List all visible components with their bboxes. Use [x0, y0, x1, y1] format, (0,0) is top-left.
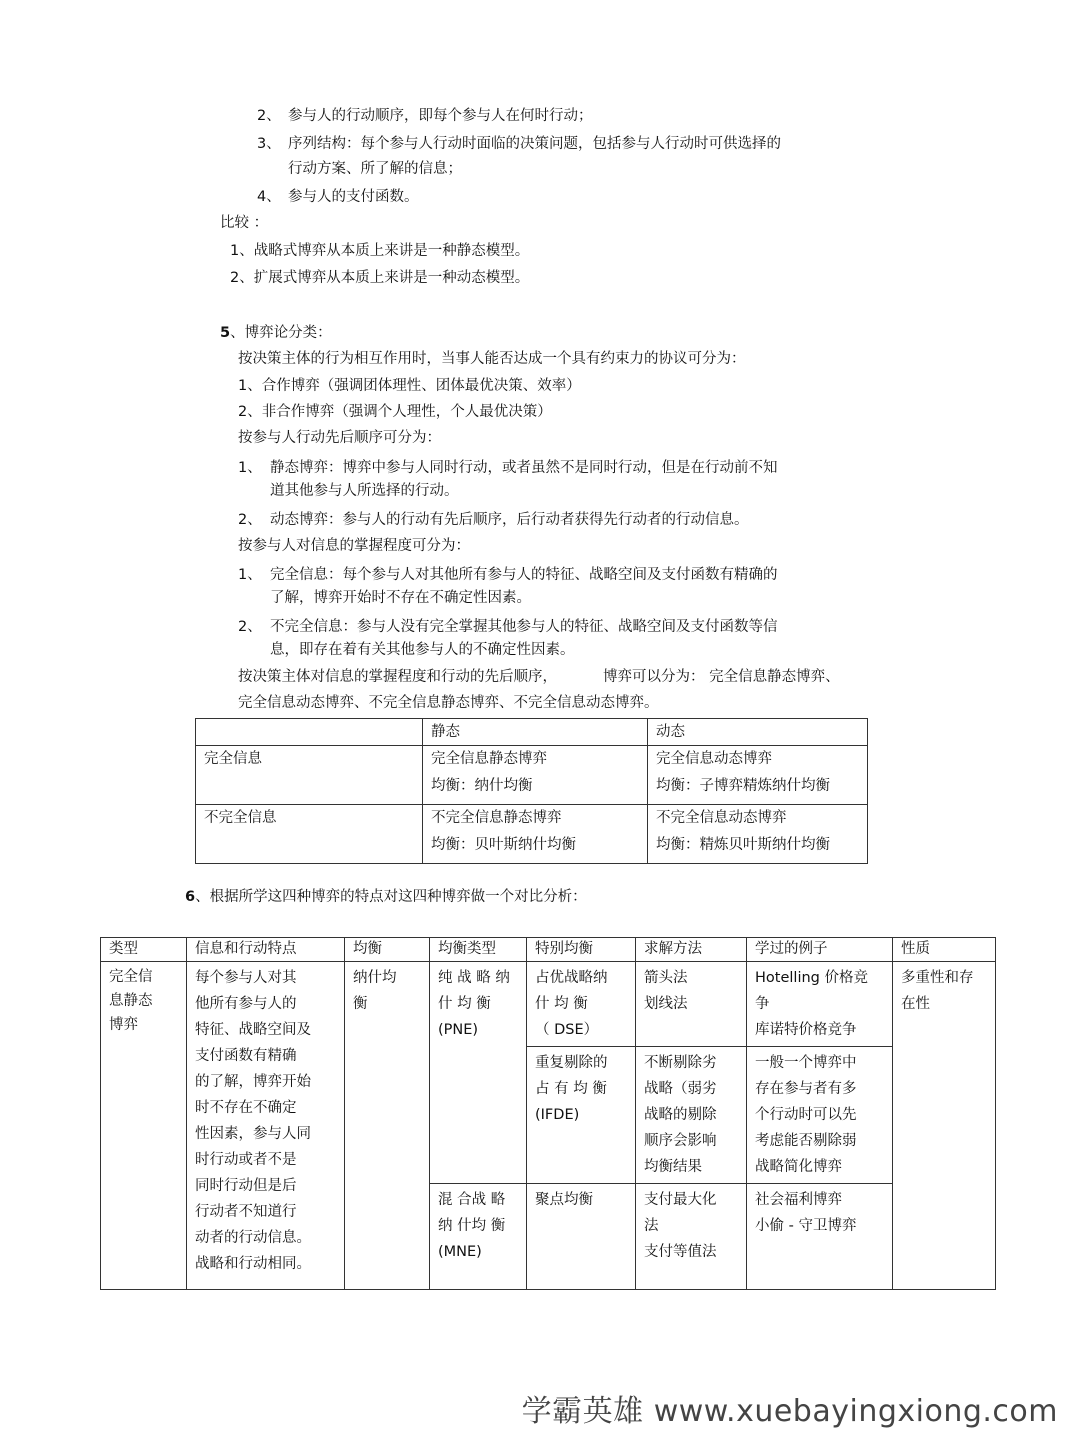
- watermark: 学霸英雄 www.xuebayingxiong.com: [521, 1394, 1058, 1429]
- cell-line: 个行动时可以先: [755, 1107, 857, 1123]
- structure-item-2: [257, 106, 593, 126]
- header-cell: 求解方法: [636, 938, 747, 962]
- section-title: 、博弈论分类：: [230, 325, 332, 341]
- order-item-2: [238, 510, 749, 530]
- header-cell: 类型: [101, 938, 187, 962]
- method-dse: [636, 962, 747, 1047]
- table-row: [196, 746, 868, 805]
- info-item-2: [238, 617, 778, 637]
- cell-line: 博弈: [109, 1017, 138, 1033]
- special-dse: [527, 962, 636, 1047]
- cell-line: (PNE): [438, 1022, 479, 1038]
- cell-static: [423, 805, 648, 864]
- eq-cell: [345, 962, 430, 1290]
- cell-line: 划线法: [644, 996, 688, 1012]
- cell-line: 占优战略纳: [535, 970, 608, 986]
- summary-line-1: [238, 667, 840, 687]
- compare-title: 比较 ：: [220, 215, 269, 231]
- item-text: 序列结构：每个参与人行动时面临的决策问题，包括参与人行动时可供选择的: [288, 136, 781, 152]
- cell-line: 什 均 衡: [438, 996, 491, 1012]
- comparison-table: [100, 937, 996, 1290]
- cell-line: 混 合战 略: [438, 1192, 506, 1208]
- cell-line: 均衡结果: [644, 1159, 702, 1175]
- table-header-row: [101, 938, 996, 962]
- item-text: 完全信息：每个参与人对其他所有参与人的特征、战略空间及支付函数有精确的: [270, 567, 778, 583]
- cell-line: 顺序会影响: [644, 1133, 717, 1149]
- structure-item-4: [257, 187, 419, 207]
- item-number: 1、: [238, 567, 262, 583]
- section-title: 、根据所学这四种博弈的特点对这四种博弈做一个对比分析：: [195, 889, 587, 905]
- item-text: 不完全信息：参与人没有完全掌握其他参与人的特征、战略空间及支付函数等信: [270, 619, 778, 635]
- cell-line: 支付最大化: [644, 1192, 717, 1208]
- header-cell-dynamic: 动态: [648, 719, 868, 746]
- summary-line-2: 完全信息动态博弈、不完全信息静态博弈、不完全信息动态博弈。: [238, 695, 659, 711]
- cell-line: 战略的剔除: [644, 1107, 717, 1123]
- item-number: 1、: [238, 460, 262, 476]
- cell-line: 聚点均衡: [535, 1192, 593, 1208]
- nature-cell: [893, 962, 996, 1290]
- section-number: 6: [185, 889, 196, 905]
- cell-line: 息静态: [109, 993, 153, 1009]
- cell-line: 动者的行动信息。: [195, 1230, 311, 1246]
- special-ifde: [527, 1047, 636, 1184]
- summary-part-b: 博弈可以分为： 完全信息静态博弈、: [603, 669, 840, 685]
- header-cell-static: 静态: [423, 719, 648, 746]
- cell-line: 不完全信息静态博弈: [431, 810, 562, 826]
- example-ifde: [747, 1047, 893, 1184]
- cell-line: 的了解，博弈开始: [195, 1074, 311, 1090]
- item-text: 静态博弈：博弈中参与人同时行动，或者虽然不是同时行动，但是在行动前不知: [270, 460, 778, 476]
- item-text: 参与人的行动顺序，即每个参与人在何时行动；: [288, 108, 593, 124]
- structure-item-3: [257, 134, 781, 154]
- cell-line: 同时行动但是后: [195, 1178, 297, 1194]
- coop-item-1: 1、合作博弈（强调团体理性、团体最优决策、效率）: [238, 378, 581, 394]
- item-text: 动态博弈：参与人的行动有先后顺序，后行动者获得先行动者的行动信息。: [270, 512, 749, 528]
- cell-line: 特征、战略空间及: [195, 1022, 311, 1038]
- cell-line: 均衡：纳什均衡: [431, 778, 533, 794]
- method-ifde: [636, 1047, 747, 1184]
- classification-table: [195, 718, 868, 864]
- cell-line: 完全信: [109, 969, 153, 985]
- cell-line: 时行动或者不是: [195, 1152, 297, 1168]
- cell-line: 争: [755, 996, 770, 1012]
- cell-line: 战略简化博弈: [755, 1159, 842, 1175]
- cell-line: 战略（弱劣: [644, 1081, 717, 1097]
- header-cell: 信息和行动特点: [187, 938, 345, 962]
- cell-line: 库诺特价格竞争: [755, 1022, 857, 1038]
- cell-line: 行动者不知道行: [195, 1204, 297, 1220]
- cell-line: 战略和行动相同。: [195, 1256, 311, 1272]
- cell-line: 箭头法: [644, 970, 688, 986]
- header-cell: 特别均衡: [527, 938, 636, 962]
- cell-line: 性因素，参与人同: [195, 1126, 311, 1142]
- example-dse: [747, 962, 893, 1047]
- cell-line: 均衡：贝叶斯纳什均衡: [431, 837, 576, 853]
- section-5-intro-2: 按参与人行动先后顺序可分为：: [238, 430, 441, 446]
- info-item-1-cont: 了解，博弈开始时不存在不确定性因素。: [270, 590, 531, 606]
- cell-line: 考虑能否剔除弱: [755, 1133, 857, 1149]
- cell-line: 均衡：子博弈精炼纳什均衡: [656, 778, 830, 794]
- row-label: 不完全信息: [196, 805, 423, 864]
- compare-item-2: 2、扩展式博弈从本质上来讲是一种动态模型。: [230, 270, 530, 286]
- section-5-intro-3: 按参与人对信息的掌握程度可分为：: [238, 538, 470, 554]
- cell-line: (IFDE): [535, 1107, 580, 1123]
- compare-item-1: 1、战略式博弈从本质上来讲是一种静态模型。: [230, 243, 530, 259]
- section-6-heading: [185, 887, 587, 907]
- section-number: 5: [220, 325, 231, 341]
- cell-line: 占 有 均 衡: [535, 1081, 607, 1097]
- header-cell: 性质: [893, 938, 996, 962]
- cell-line: 完全信息动态博弈: [656, 751, 772, 767]
- item-number: 2、: [257, 108, 281, 124]
- cell-dynamic: [648, 805, 868, 864]
- item-text: 参与人的支付函数。: [288, 189, 419, 205]
- info-item-1: [238, 565, 778, 585]
- header-cell: 均衡类型: [430, 938, 527, 962]
- cell-line: 什 均 衡: [535, 996, 588, 1012]
- method-mne: [636, 1184, 747, 1290]
- cell-line: Hotelling 价格竞: [755, 970, 868, 986]
- cell-dynamic: [648, 746, 868, 805]
- summary-part-a: 按决策主体对信息的掌握程度和行动的先后顺序，: [238, 669, 557, 685]
- cell-line: （ DSE）: [535, 1022, 599, 1038]
- cell-line: 均衡：精炼贝叶斯纳什均衡: [656, 837, 830, 853]
- cell-line: 多重性和存: [901, 970, 974, 986]
- section-5-heading: [220, 323, 332, 343]
- coop-item-2: 2、非合作博弈（强调个人理性，个人最优决策）: [238, 404, 552, 420]
- cell-line: 支付函数有精确: [195, 1048, 297, 1064]
- special-mne: [527, 1184, 636, 1290]
- info-cell: [187, 962, 345, 1290]
- type-cell: [101, 962, 187, 1290]
- header-cell: 均衡: [345, 938, 430, 962]
- cell-line: 重复剔除的: [535, 1055, 608, 1071]
- cell-line: 时不存在不确定: [195, 1100, 297, 1116]
- cell-line: 每个参与人对其: [195, 970, 297, 986]
- table-row: [196, 805, 868, 864]
- info-item-2-cont: 息，即存在着有关其他参与人的不确定性因素。: [270, 642, 575, 658]
- cell-line: 完全信息静态博弈: [431, 751, 547, 767]
- order-item-1: [238, 458, 778, 478]
- section-5-intro-1: 按决策主体的行为相互作用时，当事人能否达成一个具有约束力的协议可分为：: [238, 351, 746, 367]
- cell-line: 存在参与者有多: [755, 1081, 857, 1097]
- header-cell: 学过的例子: [747, 938, 893, 962]
- row-label: 完全信息: [196, 746, 423, 805]
- cell-line: 纳什均: [353, 970, 397, 986]
- item-number: 2、: [238, 619, 262, 635]
- cell-line: 一般一个博弈中: [755, 1055, 857, 1071]
- cell-line: 不完全信息动态博弈: [656, 810, 787, 826]
- table-header-row: [196, 719, 868, 746]
- cell-line: 支付等值法: [644, 1244, 717, 1260]
- structure-item-3-cont: 行动方案、所了解的信息；: [288, 161, 462, 177]
- cell-line: 在性: [901, 996, 930, 1012]
- cell-line: (MNE): [438, 1244, 482, 1260]
- example-mne: [747, 1184, 893, 1290]
- cell-line: 纳 什均 衡: [438, 1218, 506, 1234]
- eq-type-mne: [430, 1184, 527, 1290]
- cell-line: 他所有参与人的: [195, 996, 297, 1012]
- cell-line: 法: [644, 1218, 659, 1234]
- cell-line: 纯 战 略 纳: [438, 970, 510, 986]
- order-item-1-cont: 道其他参与人所选择的行动。: [270, 483, 459, 499]
- item-number: 2、: [238, 512, 262, 528]
- cell-line: 社会福利博弈: [755, 1192, 842, 1208]
- item-number: 3、: [257, 136, 281, 152]
- table-row: [101, 962, 996, 1047]
- cell-line: 不断剔除劣: [644, 1055, 717, 1071]
- header-cell-empty: [196, 719, 423, 746]
- cell-line: 小偷 - 守卫博弈: [755, 1218, 857, 1234]
- item-number: 4、: [257, 189, 281, 205]
- cell-line: 衡: [353, 996, 368, 1012]
- eq-type-pne: [430, 962, 527, 1184]
- cell-static: [423, 746, 648, 805]
